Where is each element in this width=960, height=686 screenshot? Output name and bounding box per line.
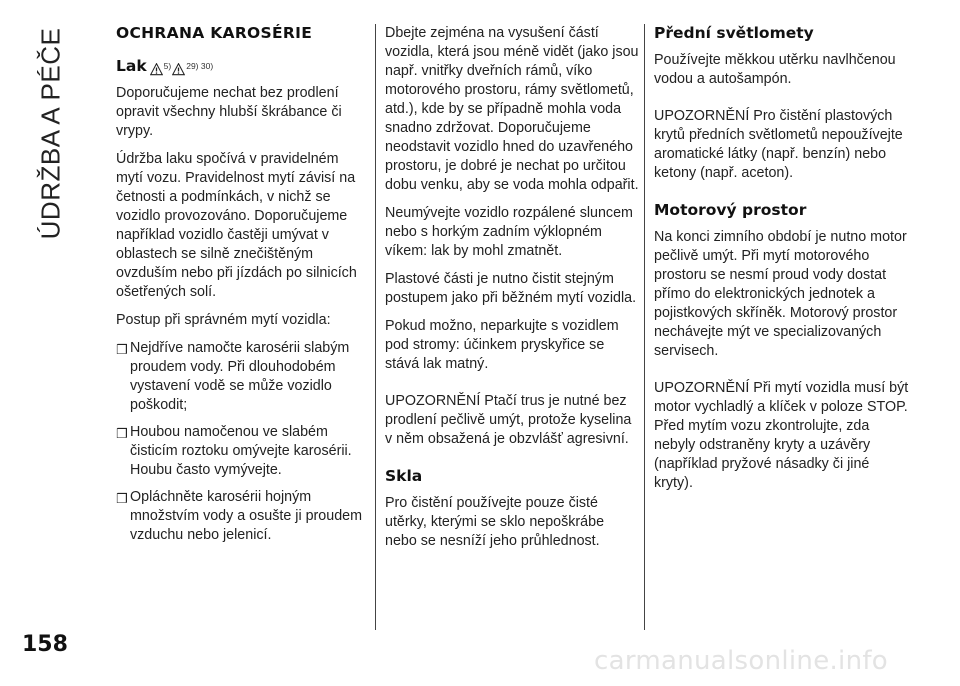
checkbox-bullet-icon: ❒ [116, 491, 128, 506]
subheading-lak-text: Lak [116, 57, 147, 75]
page-number: 158 [22, 632, 68, 657]
watermark: carmanualsonline.info [594, 646, 889, 676]
bullet-text: Opláchněte karosérii hojným množstvím vody a osušte ji proudem vzduchu nebo jelenicí. [130, 489, 363, 543]
column-divider-2 [644, 24, 645, 630]
bullet-item [116, 488, 368, 545]
bullet-text: Nejdříve namočte karosérii slabým proudem vody. Při dlouhodobém vystavení vodě se může vozidlo poškodit; [130, 340, 350, 413]
column-1 [116, 24, 368, 553]
checkbox-bullet-icon: ❒ [116, 342, 128, 357]
warning-reference-2 [172, 57, 213, 76]
paragraph: Pokud možno, neparkujte s vozidlem pod stromy: účinkem pryskyřice se stává lak matný. [385, 318, 619, 372]
spacer [654, 98, 910, 107]
column-3 [654, 24, 910, 502]
paragraph: Údržba laku spočívá v pravidelném mytí vozu. Pravidelnost mytí závisí na četnosti a podmínkách, v nichž se vozidlo provozováno. Doporučujeme například vozidlo častěji umývat v oblastech se silně znečištěným ovzduším nebo při jízdách po silnicích ošetřených solí. [116, 151, 357, 300]
spacer [654, 370, 910, 379]
warning-reference-2-text: 29) 30) [186, 61, 214, 71]
warning-paragraph: UPOZORNĚNÍ Při mytí vozidla musí být motor vychladlý a klíček v poloze STOP. Před mytím vozu zkontrolujte, zda nebyly odstraněny kryty a uzávěry (například pryžové násadky či jiné kryty). [654, 380, 909, 491]
paragraph: Dbejte zejména na vysušení částí vozidla, která jsou méně vidět (jako jsou např. vnitřky dveřních rámů, víko motorového prostoru, rámy světlometů, atd.), kde by se případně mohla voda snadno zdržovat. Doporučujeme neodstavit vozidlo hned do uzavřeného prostoru, je dobré je nechat po určitou dobu venku, aby se voda mohla odpařit. [385, 25, 639, 193]
spacer [385, 383, 639, 392]
warning-triangle-icon [150, 63, 163, 76]
warning-reference-1 [150, 57, 172, 76]
section-heading-ochrana-karoserie: OCHRANA KAROSÉRIE [116, 24, 313, 42]
warning-paragraph: UPOZORNĚNÍ Pro čistění plastových krytů předních světlometů nepoužívejte aromatické látky (např. benzín) nebo ketony (např. aceton). [654, 108, 903, 181]
chapter-side-title [16, 18, 86, 248]
subheading-motorovy-prostor: Motorový prostor [654, 201, 807, 219]
column-divider-1 [375, 24, 376, 630]
warning-reference-1-text: 5) [163, 61, 172, 71]
checkbox-bullet-icon: ❒ [116, 426, 128, 441]
warning-paragraph: UPOZORNĚNÍ Ptačí trus je nutné bez prodlení pečlivě umýt, protože kyselina v něm obsažená je obzvlášť agresivní. [385, 393, 632, 447]
subheading-predni-svetlomety: Přední světlomety [654, 24, 814, 42]
bullet-item [116, 423, 368, 480]
paragraph: Doporučujeme nechat bez prodlení opravit všechny hlubší škrábance či vrypy. [116, 85, 342, 139]
paragraph: Na konci zimního období je nutno motor pečlivě umýt. Při mytí motorového prostoru se nesmí proud vody dostat přímo do elektronických jednotek a pojistkových skříněk. Motorový prostor nechávejte mýt ve specializovaných servisech. [654, 229, 907, 359]
spacer [385, 458, 639, 467]
bullet-item [116, 339, 368, 415]
paragraph: Pro čistění používejte pouze čisté utěrky, kterými se sklo nepoškrábe nebo se nesníží jeho průhlednost. [385, 495, 605, 549]
subheading-lak [116, 57, 368, 76]
paragraph: Neumývejte vozidlo rozpálené sluncem nebo s horkým zadním výklopném víkem: lak by mohl zmatnět. [385, 205, 633, 259]
warning-triangle-icon [172, 63, 185, 76]
paragraph: Plastové části je nutno čistit stejným postupem jako při běžném mytí vozidla. [385, 271, 637, 306]
bullet-text: Houbou namočenou ve slabém čisticím roztoku omývejte karosérii. Houbu často vymývejte. [130, 424, 352, 478]
chapter-side-title-text: ÚDRŽBA A PÉČE [35, 27, 66, 239]
column-2 [385, 24, 639, 560]
subheading-skla: Skla [385, 467, 423, 485]
paragraph: Používejte měkkou utěrku navlhčenou vodou a autošampón. [654, 52, 896, 87]
spacer [654, 192, 910, 201]
paragraph: Postup při správném mytí vozidla: [116, 312, 331, 328]
